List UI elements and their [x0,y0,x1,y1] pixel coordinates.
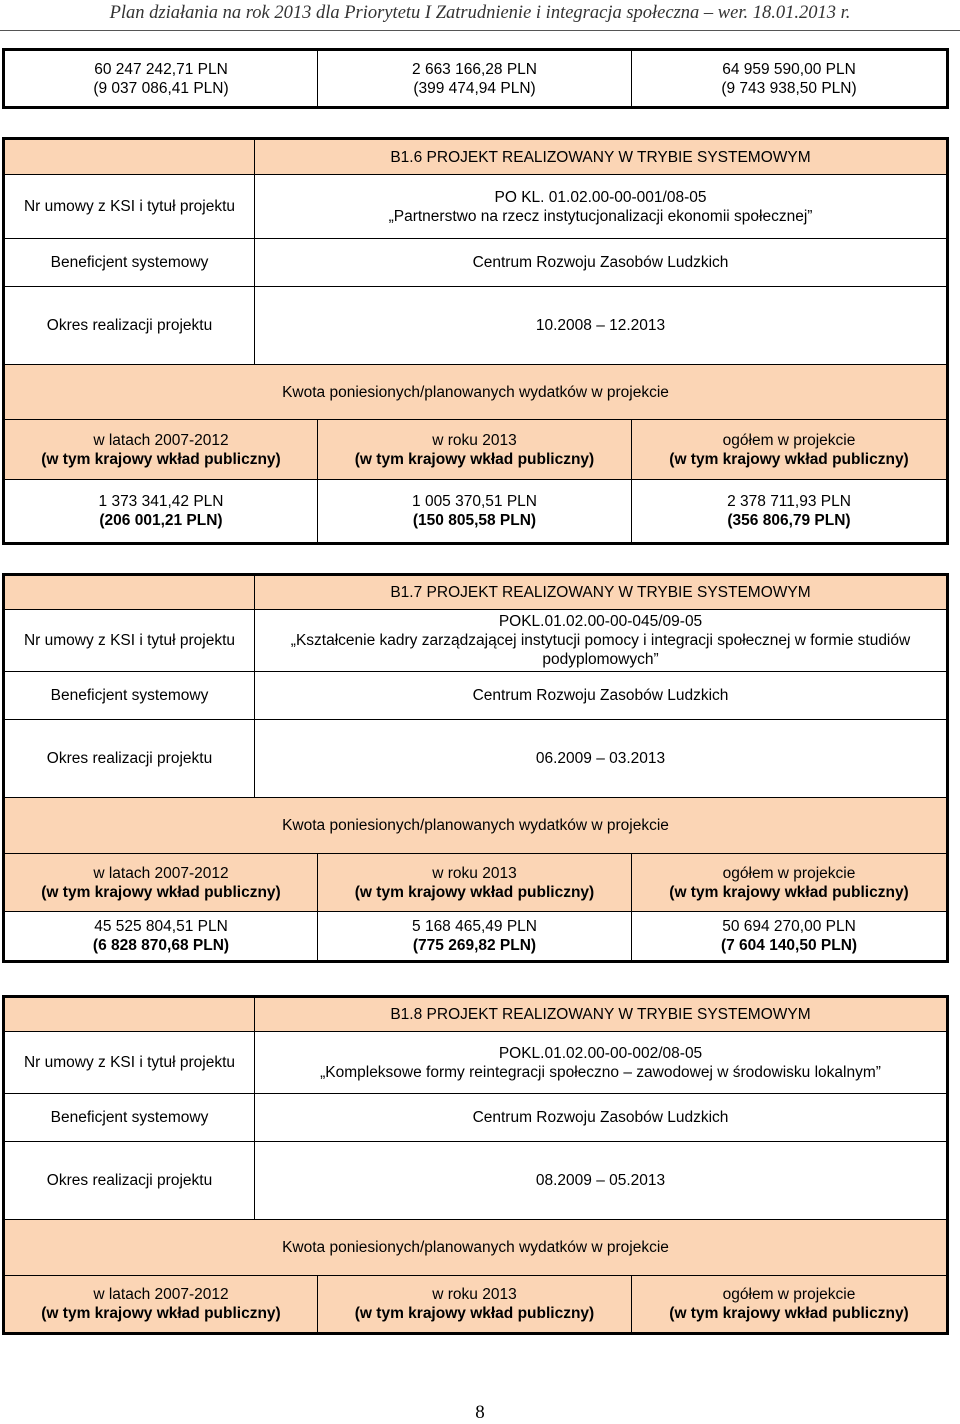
label-okres: Okres realizacji projektu [4,1142,255,1220]
period-value: 10.2008 – 12.2013 [255,287,948,365]
project-code-name: PO KL. 01.02.00-00-001/08-05 „Partnerstwo na rzecz instytucjonalizacji ekonomii społecznej” [255,175,948,239]
label-okres: Okres realizacji projektu [4,287,255,365]
amount-2007-2012: 1 373 341,42 PLN (206 001,21 PLN) [4,480,318,544]
amount-2007-2012: 45 525 804,51 PLN (6 828 870,68 PLN) [4,912,318,962]
col-header-2013: w roku 2013 (w tym krajowy wkład publiczny) [318,420,632,480]
col-header-total: ogółem w projekcie (w tym krajowy wkład publiczny) [632,420,948,480]
project-title: B1.8 PROJEKT REALIZOWANY W TRYBIE SYSTEMOWYM [255,997,948,1032]
col-header-2007-2012: w latach 2007-2012 (w tym krajowy wkład publiczny) [4,420,318,480]
page-header: Plan działania na rok 2013 dla Priorytetu I Zatrudnienie i integracja społeczna – wer. 18.01.2013 r. [109,3,851,23]
beneficiary-value: Centrum Rozwoju Zasobów Ludzkich [255,239,948,287]
summary-cell: 2 663 166,28 PLN (399 474,94 PLN) [318,50,632,108]
col-header-2013: w roku 2013 (w tym krajowy wkład publiczny) [318,1276,632,1334]
label-nr-umowy: Nr umowy z KSI i tytuł projektu [4,610,255,672]
period-value: 06.2009 – 03.2013 [255,720,948,798]
project-table-b18 [2,995,949,1335]
project-code-name: POKL.01.02.00-00-045/09-05 „Kształcenie kadry zarządzającej instytucji pomocy i integracji społecznej w formie studiów podyplomowych” [255,610,948,672]
beneficiary-value: Centrum Rozwoju Zasobów Ludzkich [255,1094,948,1142]
summary-table [2,48,949,109]
col-header-2013: w roku 2013 (w tym krajowy wkład publiczny) [318,854,632,912]
label-beneficjent: Beneficjent systemowy [4,1094,255,1142]
amount-total: 50 694 270,00 PLN (7 604 140,50 PLN) [632,912,948,962]
page-number: 8 [475,1402,485,1423]
project-code-name: POKL.01.02.00-00-002/08-05 „Kompleksowe formy reintegracji społeczno – zawodowej w środowisku lokalnym” [255,1032,948,1094]
project-title: B1.6 PROJEKT REALIZOWANY W TRYBIE SYSTEMOWYM [255,139,948,175]
amount-2013: 5 168 465,49 PLN (775 269,82 PLN) [318,912,632,962]
label-beneficjent: Beneficjent systemowy [4,239,255,287]
col-header-2007-2012: w latach 2007-2012 (w tym krajowy wkład publiczny) [4,1276,318,1334]
amount-total: 2 378 711,93 PLN (356 806,79 PLN) [632,480,948,544]
col-header-total: ogółem w projekcie (w tym krajowy wkład publiczny) [632,1276,948,1334]
project-title: B1.7 PROJEKT REALIZOWANY W TRYBIE SYSTEMOWYM [255,575,948,610]
beneficiary-value: Centrum Rozwoju Zasobów Ludzkich [255,672,948,720]
header-rule [0,30,960,31]
label-okres: Okres realizacji projektu [4,720,255,798]
period-value: 08.2009 – 05.2013 [255,1142,948,1220]
kwota-header: Kwota poniesionych/planowanych wydatków w projekcie [4,365,948,420]
summary-cell: 60 247 242,71 PLN (9 037 086,41 PLN) [4,50,318,108]
project-table-b16 [2,137,949,545]
col-header-total: ogółem w projekcie (w tym krajowy wkład publiczny) [632,854,948,912]
summary-cell: 64 959 590,00 PLN (9 743 938,50 PLN) [632,50,948,108]
kwota-header: Kwota poniesionych/planowanych wydatków w projekcie [4,798,948,854]
col-header-2007-2012: w latach 2007-2012 (w tym krajowy wkład publiczny) [4,854,318,912]
kwota-header: Kwota poniesionych/planowanych wydatków w projekcie [4,1220,948,1276]
project-table-b17 [2,573,949,963]
label-nr-umowy: Nr umowy z KSI i tytuł projektu [4,1032,255,1094]
label-nr-umowy: Nr umowy z KSI i tytuł projektu [4,175,255,239]
label-beneficjent: Beneficjent systemowy [4,672,255,720]
amount-2013: 1 005 370,51 PLN (150 805,58 PLN) [318,480,632,544]
